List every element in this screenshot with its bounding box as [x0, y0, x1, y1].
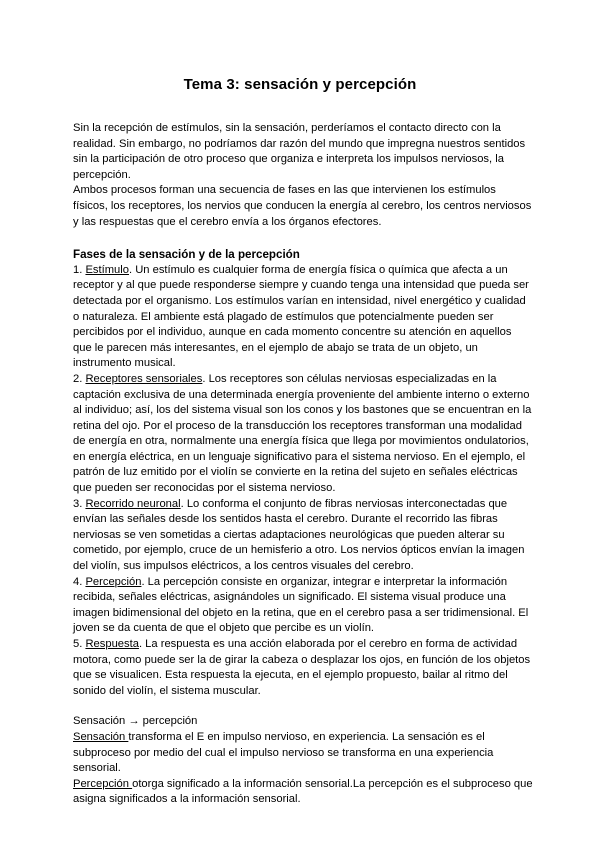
phase-term: Receptores sensoriales [85, 372, 203, 385]
phase-item-3: 3. Recorrido neuronal. Lo conforma el conjunto de fibras nerviosas interconectadas que envían las señales desde los sentidos hasta el cerebro. Durante el recorrido las fibras nerviosas se ven sometidas a ciertas adaptaciones neurológicas que pueden alterar su cometido, por ejemplo, cruce de un hemisferio a otro. Los nervios ópticos envían la imagen del violín, sus impulsos eléctricos, a los centros visuales del cerebro. [73, 497, 525, 573]
definition-sensacion: Sensación transforma el E en impulso nervioso, en experiencia. La sensación es el subproceso por medio del cual el impulso nervioso se transforma en una experiencia sensorial. [73, 730, 494, 775]
phase-term: Estímulo [85, 263, 129, 276]
document-body [73, 121, 533, 808]
phase-item-2: 2. Receptores sensoriales. Los receptores son células nerviosas especializadas en la captación exclusiva de una determinada energía proveniente del ambiente interno o externo al individuo; así, los del sistema visual son los conos y los bastones que se encuentran en la retina del ojo. Por el proceso de la transducción los receptores transforman una modalidad de energía en otra, normalmente una energía física que llega por movimientos ondulatorios, en energía eléctrica, en un lenguaje significativo para el sistema nervioso. En el ejemplo, el patrón de luz emitido por el violín se convierte en la retina del sujeto en señales eléctricas que pueden ser reconocidas por el sistema nervioso. [73, 372, 532, 495]
phase-term: Respuesta [85, 638, 139, 650]
phases-heading: Fases de la sensación y de la percepción [73, 248, 300, 262]
phase-item-5: 5. Respuesta. La respuesta es una acción elaborada por el cerebro en forma de actividad motora, como puede ser la de girar la cabeza o desplazar los ojos, en función de los objetos que se visualicen. Esta respuesta la ejecuta, en el ejemplo propuesto, bailar al ritmo del sonido del violín, el sistema muscular. [73, 638, 531, 697]
phase-item-4: 4. Percepción. La percepción consiste en organizar, integrar e interpretar la información recibida, señales eléctricas, asignándoles un significado. El sistema visual produce una imagen bidimensional del objeto en la retina, que en el cerebro pasa a ser tridimensional. El joven se da cuenta de que el objeto que percibe es un violín. [73, 575, 529, 635]
phase-term: Recorrido neuronal [85, 497, 181, 510]
definition-term: Sensación [73, 730, 129, 743]
page-title: Tema 3: sensación y percepción [183, 76, 417, 93]
phase-term: Percepción [85, 575, 142, 588]
phase-item-1: 1. Estímulo. Un estímulo es cualquier forma de energía física o química que afecta a un receptor y al que puede responderse siempre y cuando tenga una intensidad que pueda ser detectada por el organismo. Los estímulos varían en intensidad, nivel energético y cualidad o naturaleza. El ambiente está plagado de estímulos que potencialmente pueden ser percibidos por el individuo, aunque en cada momento concentre su atención en aquellos que le parecen más interesantes, en el ejemplo de abajo se trata de un objeto, un instrumento musical. [73, 263, 529, 370]
definition-percepcion: Percepción otorga significado a la información sensorial.La percepción es el subproceso que asigna significados a la información sensorial. [73, 777, 533, 806]
flow-line: Sensación → percepción [73, 715, 198, 728]
intro-paragraph-1: Sin la recepción de estímulos, sin la sensación, perderíamos el contacto directo con la realidad. Sin embargo, no podríamos dar razón del mundo que impregna nuestros sentidos sin la participación de otro proceso que organiza e interpreta los impulsos nerviosos, la percepción. [73, 122, 526, 181]
intro-paragraph-2: Ambos procesos forman una secuencia de fases en las que intervienen los estímulos físicos, los receptores, los nervios que conducen la energía al cerebro, los centros nerviosos y las respuestas que el cerebro envía a los órganos efectores. [73, 184, 532, 228]
definition-term: Percepción [73, 777, 133, 790]
